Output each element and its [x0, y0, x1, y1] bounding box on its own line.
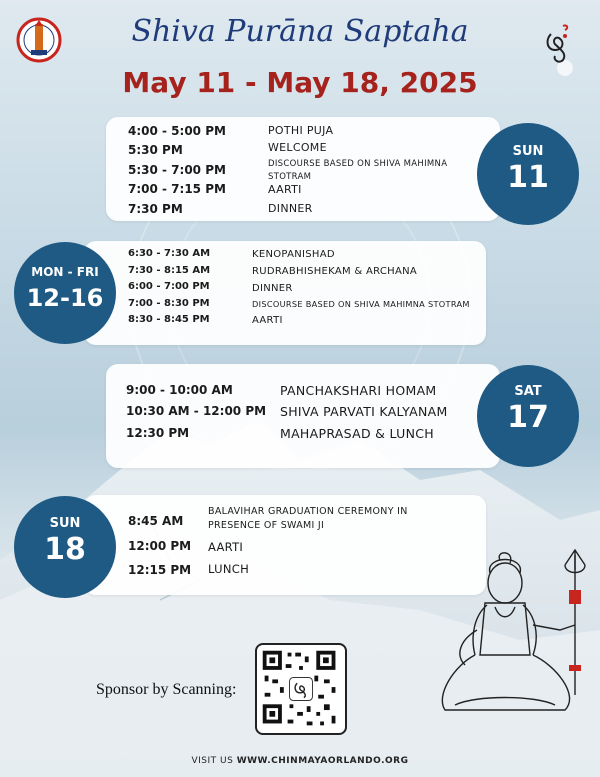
schedule-time: 4:00 - 5:00 PM [128, 124, 226, 138]
schedule-time: 12:15 PM [128, 563, 192, 577]
schedule-event: DINNER [252, 283, 293, 294]
schedule-event: WELCOME [268, 141, 327, 154]
schedule-time: 10:30 AM - 12:00 PM [126, 404, 267, 418]
schedule-time: 5:30 - 7:00 PM [128, 163, 226, 177]
schedule-card-sun-11 [106, 117, 500, 221]
event-title: Shiva Purāna Saptaha [131, 14, 469, 49]
schedule-time: 7:00 - 8:30 PM [128, 298, 210, 309]
schedule-event: DISCOURSE BASED ON SHIVA MAHIMNA [268, 159, 448, 169]
day-badge-sun-18 [14, 496, 116, 598]
footer-prefix: VISIT US [191, 756, 237, 766]
day-label: SUN [512, 144, 544, 159]
sponsor-label: Sponsor by Scanning: [96, 681, 237, 698]
schedule-event: AARTI [268, 183, 302, 196]
qr-code[interactable] [255, 643, 347, 735]
shiva-illustration [415, 545, 600, 725]
schedule-card-mon-fri [84, 241, 486, 345]
event-dates: May 11 - May 18, 2025 [122, 66, 478, 99]
schedule-time: 5:30 PM [128, 143, 183, 157]
day-badge-sun-11 [477, 123, 579, 225]
schedule-event: LUNCH [208, 562, 250, 576]
day-number: 18 [44, 532, 86, 567]
schedule-event: BALAVIHAR GRADUATION CEREMONY IN [208, 506, 408, 517]
schedule-event: MAHAPRASAD & LUNCH [280, 426, 434, 441]
schedule-time: 7:30 PM [128, 202, 183, 216]
schedule-event: AARTI [252, 315, 283, 326]
schedule-time: 7:00 - 7:15 PM [128, 182, 226, 196]
website-link[interactable]: WWW.CHINMAYAORLANDO.ORG [236, 756, 409, 766]
day-label: MON - FRI [31, 265, 99, 279]
chinmaya-mission-logo [16, 12, 62, 68]
footer [0, 756, 600, 766]
schedule-event: DINNER [268, 202, 313, 215]
day-number: 17 [507, 400, 549, 435]
schedule-event: POTHI PUJA [268, 124, 334, 137]
schedule-time: 12:30 PM [126, 426, 190, 440]
day-number: 12-16 [26, 284, 104, 312]
schedule-time: 12:00 PM [128, 539, 192, 553]
schedule-event: SHIVA PARVATI KALYANAM [280, 404, 448, 419]
day-badge-mon-fri [14, 242, 116, 344]
schedule-event-continued: STOTRAM [268, 172, 312, 182]
schedule-card-sat-17 [106, 364, 500, 468]
schedule-event: DISCOURSE BASED ON SHIVA MAHIMNA STOTRAM [252, 299, 470, 309]
schedule-time: 6:00 - 7:00 PM [128, 281, 210, 292]
schedule-event: AARTI [208, 540, 244, 554]
schedule-event: PANCHAKSHARI HOMAM [280, 383, 437, 398]
day-label: SUN [49, 516, 81, 531]
schedule-event: RUDRABHISHEKAM & ARCHANA [252, 266, 418, 277]
schedule-time: 7:30 - 8:15 AM [128, 265, 211, 276]
day-number: 11 [507, 160, 549, 195]
schedule-event: KENOPANISHAD [252, 249, 335, 260]
schedule-time: 8:45 AM [128, 514, 184, 528]
schedule-time: 8:30 - 8:45 PM [128, 314, 210, 325]
schedule-time: 6:30 - 7:30 AM [128, 248, 211, 259]
schedule-event-continued: PRESENCE OF SWAMI JI [208, 520, 325, 531]
day-badge-sat-17 [477, 365, 579, 467]
calligraphy-om-logo [543, 20, 573, 66]
day-label: SAT [514, 384, 542, 399]
schedule-time: 9:00 - 10:00 AM [126, 383, 233, 397]
